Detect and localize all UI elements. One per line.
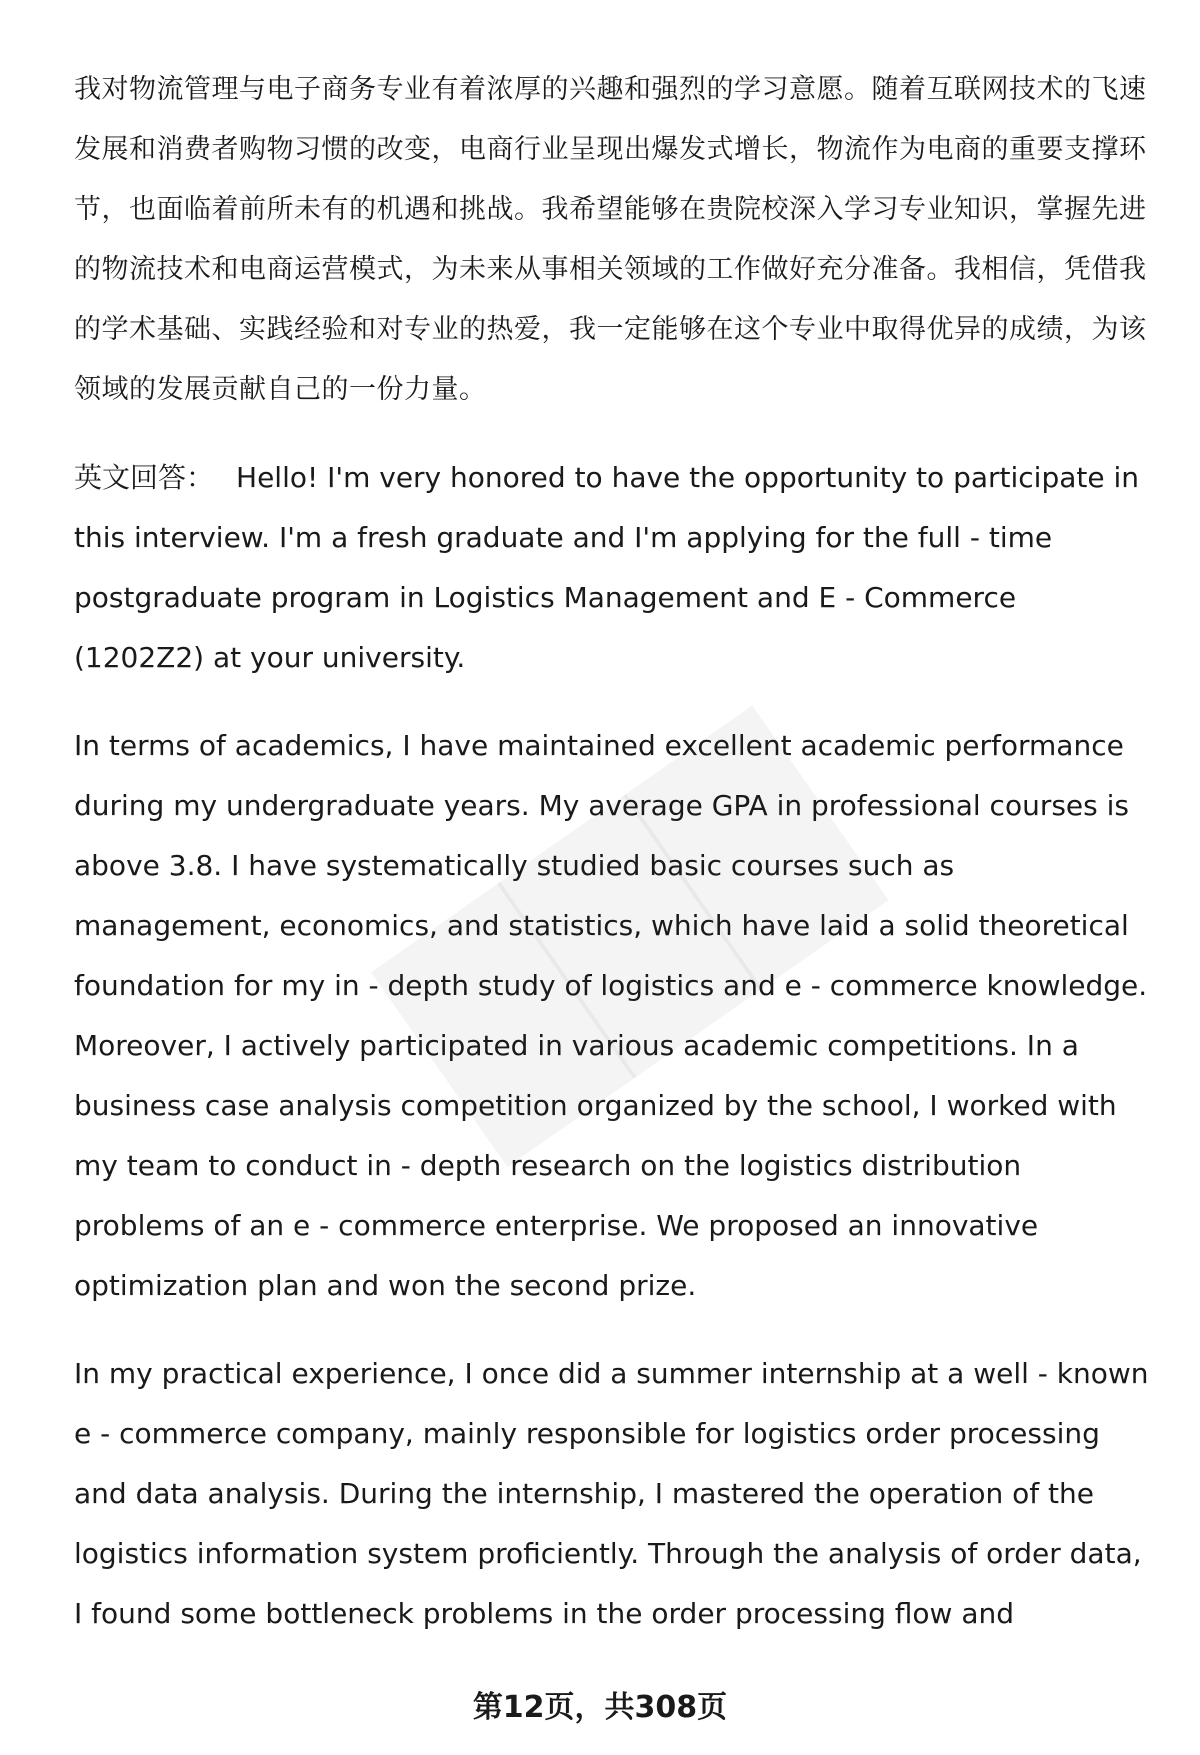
- paragraph-chinese-intro: 我对物流管理与电子商务专业有着浓厚的兴趣和强烈的学习意愿。随着互联网技术的飞速发展和消费者购物习惯的改变，电商行业呈现出爆发式增长，物流作为电商的重要支撑环节，也面临着前所未有的机遇和挑战。我希望能够在贵院校深入学习专业知识，掌握先进的物流技术和电商运营模式，为未来从事相关领域的工作做好充分准备。我相信，凭借我的学术基础、实践经验和对专业的热爱，我一定能够在这个专业中取得优异的成绩，为该领域的发展贡献自己的一份力量。: [74, 74, 1147, 405]
- paragraph-academics: In terms of academics, I have maintained excellent academic performance during my undergraduate years. My average GPA in professional courses is above 3.8. I have systematically studied basic courses such as management, economics, and statistics, which have laid a solid theoretical foundation for my in - depth study of logistics and e - commerce knowledge. Moreover, I actively participated in various academic competitions. In a business case analysis competition organized by the school, I worked with my team to conduct in - depth research on the logistics distribution problems of an e - commerce enterprise. We proposed an innovative optimization plan and won the second prize.: [74, 729, 1148, 1302]
- paragraph-practice: In my practical experience, I once did a summer internship at a well - known e - commerce company, mainly responsible for logistics order processing and data analysis. During the internship, I mastered the operation of the logistics information system proficiently. Through the analysis of order data, I found some bottleneck problems in the order processing flow and: [74, 1357, 1149, 1630]
- english-intro-text: Hello! I'm very honored to have the opportunity to participate in this interview. I'm a fresh graduate and I'm applying for the full - time postgraduate program in Logistics Management and E - Commerce (1202Z2) at your university.: [74, 461, 1140, 674]
- english-answer-label: 英文回答：: [74, 461, 215, 494]
- paragraph-english-intro: [74, 448, 1154, 688]
- page-footer: 第12页，共308页: [472, 1690, 728, 1725]
- document-body: [74, 60, 1154, 1644]
